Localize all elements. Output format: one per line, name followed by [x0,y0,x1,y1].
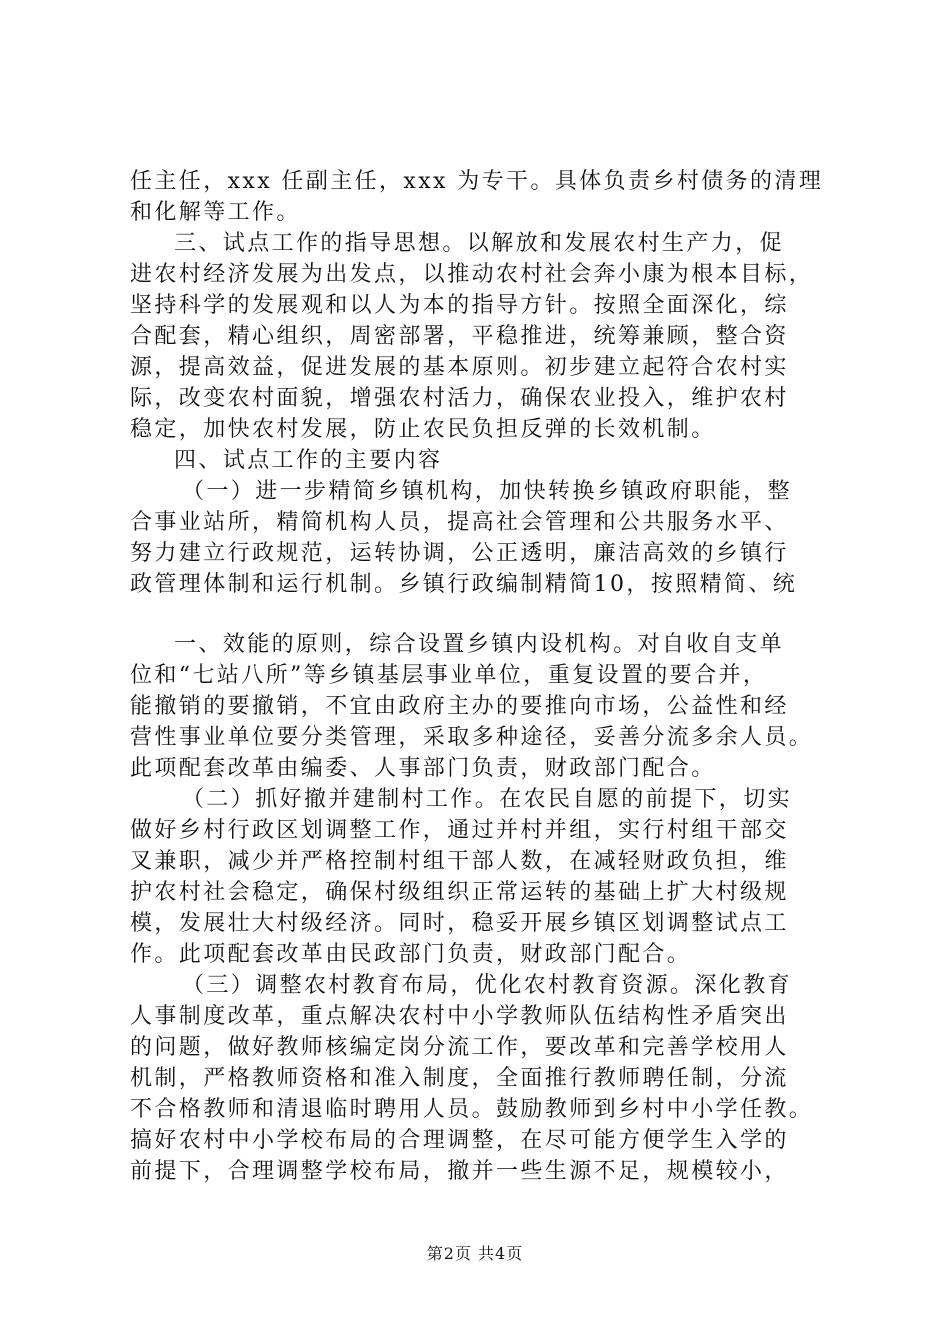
paragraph-line: 前提下，合理调整学校布局，撤并一些生源不足，规模较小， [130,1159,789,1184]
paragraph-line: 叉兼职，减少并严格控制村组干部人数，在减轻财政负担，维 [130,849,789,874]
paragraph-line: 的问题，做好教师核编定岗分流工作，要改革和完善学校用人 [130,1035,789,1060]
paragraph-line: 合配套，精心组织，周密部署，平稳推进，统筹兼顾，整合资 [130,324,789,349]
paragraph-line: 稳定，加快农村发展，防止农民负担反弹的长效机制。 [130,417,716,442]
section-heading-guiding-ideology: 三、试点工作的指导思想。以解放和发展农村生产力，促 [174,231,785,256]
paragraph-line: 进农村经济发展为出发点，以推动农村社会奔小康为根本目标， [130,262,814,287]
paragraph-line: 坚持科学的发展观和以人为本的指导方针。按照全面深化，综 [130,293,789,318]
paragraph-line: （三）调整农村教育布局，优化农村教育资源。深化教育 [182,973,793,998]
text-block-top [130,166,830,600]
paragraph-line: 护农村社会稳定，确保村级组织正常运转的基础上扩大村级规 [130,880,789,905]
paragraph-line: 作。此项配套改革由民政部门负责，财政部门配合。 [130,942,692,967]
section-heading-main-content: 四、试点工作的主要内容 [174,448,443,473]
paragraph-line: 际，改变农村面貌，增强农村活力，确保农业投入，维护农村 [130,386,789,411]
paragraph-line: 机制，严格教师资格和准入制度，全面推行教师聘任制，分流 [130,1066,789,1091]
paragraph-line: 源，提高效益，促进发展的基本原则。初步建立起符合农村实 [130,355,789,380]
paragraph-line: 模，发展壮大村级经济。同时，稳妥开展乡镇区划调整试点工 [130,911,789,936]
paragraph-line: 合事业站所，精简机构人员，提高社会管理和公共服务水平、 [130,510,789,535]
paragraph-line: 做好乡村行政区划调整工作，通过并村并组，实行村组干部交 [130,818,789,843]
paragraph-line: 能撤销的要撤销，不宜由政府主办的要推向市场，公益性和经 [130,694,789,719]
paragraph-line: 和化解等工作。 [130,200,301,225]
paragraph-line: 努力建立行政规范，运转协调，公正透明，廉洁高效的乡镇行 [130,541,789,566]
paragraph-line: 营性事业单位要分类管理，采取多种途径，妥善分流多余人员。 [130,725,814,750]
page-footer: 第2页 共4页 [426,1244,524,1263]
paragraph-line: 位和“七站八所”等乡镇基层事业单位，重复设置的要合并， [130,663,768,688]
paragraph-line: 一、效能的原则，综合设置乡镇内设机构。对自收自支单 [174,632,785,657]
paragraph-line: 搞好农村中小学校布局的合理调整，在尽可能方便学生入学的 [130,1128,789,1153]
paragraph-line: 人事制度改革，重点解决农村中小学教师队伍结构性矛盾突出 [130,1004,789,1029]
paragraph-line: （一）进一步精简乡镇机构，加快转换乡镇政府职能，整 [182,479,793,504]
paragraph-line: 任主任，xxx 任副主任，xxx 为专干。具体负责乡村债务的清理 [130,169,824,194]
paragraph-line: 政管理体制和运行机制。乡镇行政编制精简10，按照精简、统 [130,572,798,597]
paragraph-line: （二）抓好撤并建制村工作。在农民自愿的前提下，切实 [182,787,793,812]
paragraph-line: 不合格教师和清退临时聘用人员。鼓励教师到乡村中小学任教。 [130,1097,814,1122]
paragraph-line: 此项配套改革由编委、人事部门负责，财政部门配合。 [130,756,716,781]
text-block-bottom [130,629,830,1187]
